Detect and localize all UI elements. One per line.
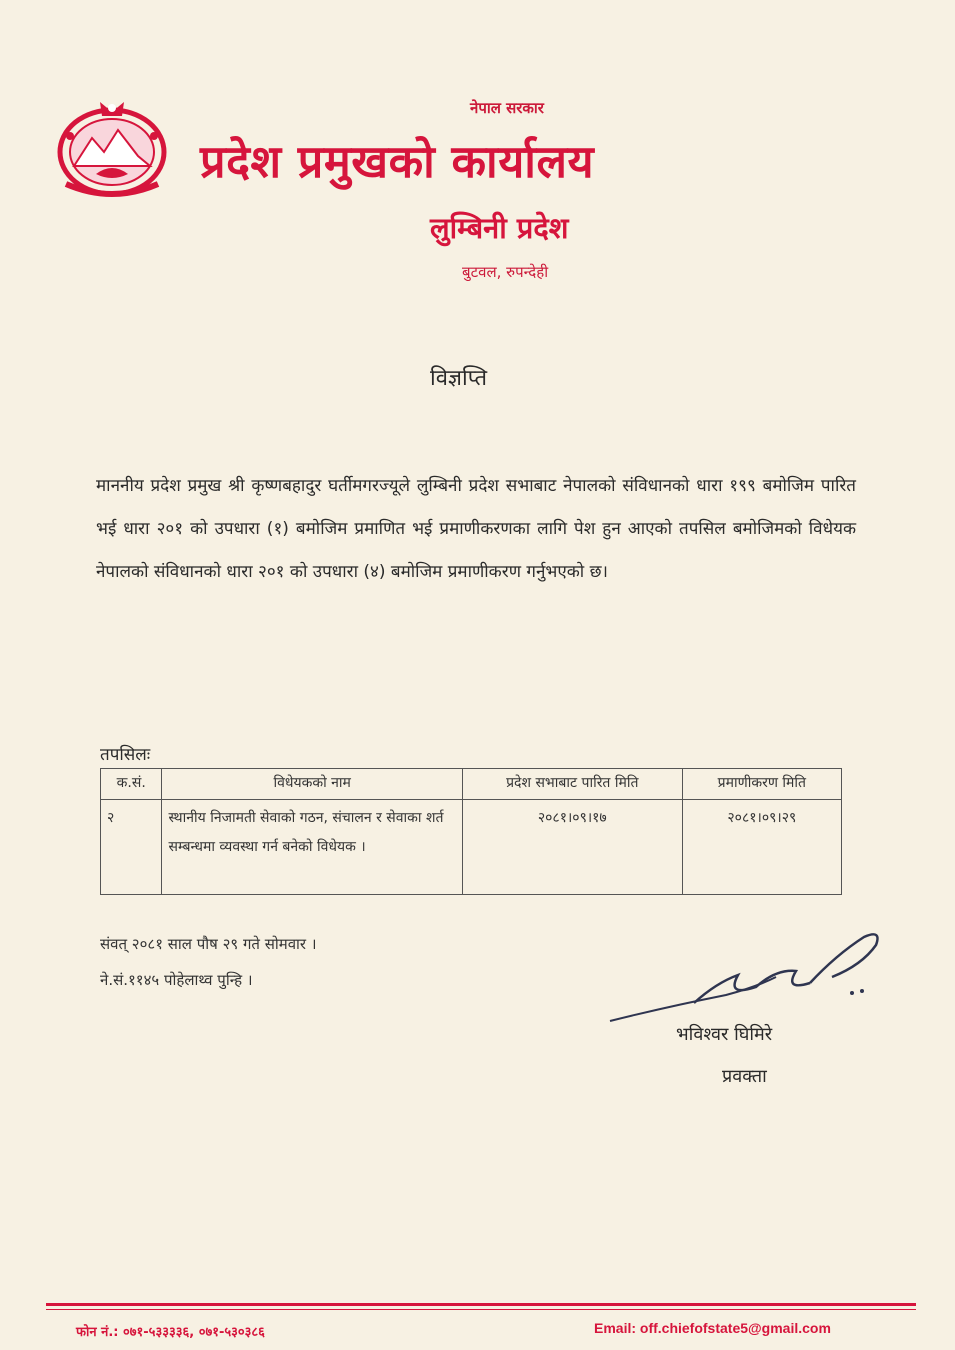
- cell-passed-date: २०८१।०९।१७: [462, 800, 682, 895]
- footer-divider-thin: [46, 1309, 916, 1310]
- office-location: बुटवल, रुपन्देही: [462, 263, 549, 281]
- cell-auth-date: २०८१।०९।२९: [682, 800, 841, 895]
- cell-bill-name: स्थानीय निजामती सेवाको गठन, संचालन र सेवाका शर्त सम्बन्धमा व्यवस्था गर्न बनेको विधेयक ।: [162, 800, 462, 895]
- office-title: प्रदेश प्रमुखको कार्यालय: [200, 135, 595, 188]
- column-header-sn: क.सं.: [101, 769, 162, 800]
- schedule-label: तपसिलः: [100, 745, 151, 765]
- province-name: लुम्बिनी प्रदेश: [430, 211, 569, 245]
- footer-email: Email: off.chiefofstate5@gmail.com: [594, 1320, 831, 1336]
- column-header-passed-date: प्रदेश सभाबाट पारित मिति: [462, 769, 682, 800]
- table-row: [101, 800, 842, 895]
- signatory-name: भविश्वर घिमिरे: [676, 1024, 773, 1045]
- notice-body: माननीय प्रदेश प्रमुख श्री कृष्णबहादुर घर्तीमगरज्यूले लुम्बिनी प्रदेश सभाबाट नेपालको संविधानको धारा १९९ बमोजिम पारित भई धारा २०१ को उपधारा (१) बमोजिम प्रमाणित भई प्रमाणीकरणका लागि पेश हुन आएको तपसिल बमोजिमको विधेयक नेपालको संविधानको धारा २०१ को उपधारा (४) बमोजिम प्रमाणीकरण गर्नुभएको छ।: [96, 476, 856, 582]
- nepal-coat-of-arms-emblem-icon: [52, 96, 172, 200]
- table-header-row: [101, 769, 842, 800]
- cell-sn: २: [101, 800, 162, 895]
- date-vikram-sambat: संवत् २०८१ साल पौष २९ गते सोमवार ।: [100, 935, 317, 953]
- handwritten-signature-icon: [606, 925, 886, 1030]
- bills-table: [100, 768, 842, 895]
- column-header-bill-name: विधेयकको नाम: [162, 769, 462, 800]
- footer-divider: [46, 1303, 916, 1306]
- government-name: नेपाल सरकार: [470, 99, 544, 117]
- signatory-title: प्रवक्ता: [722, 1066, 767, 1087]
- notice-heading: विज्ञप्ति: [430, 366, 488, 391]
- date-nepal-sambat: ने.सं.११४५ पोहेलाथ्व पुन्हि ।: [100, 971, 253, 989]
- footer-phone: फोन नं.: ०७१-५३३३३६, ०७१-५३०३८६: [76, 1325, 265, 1340]
- column-header-auth-date: प्रमाणीकरण मिति: [682, 769, 841, 800]
